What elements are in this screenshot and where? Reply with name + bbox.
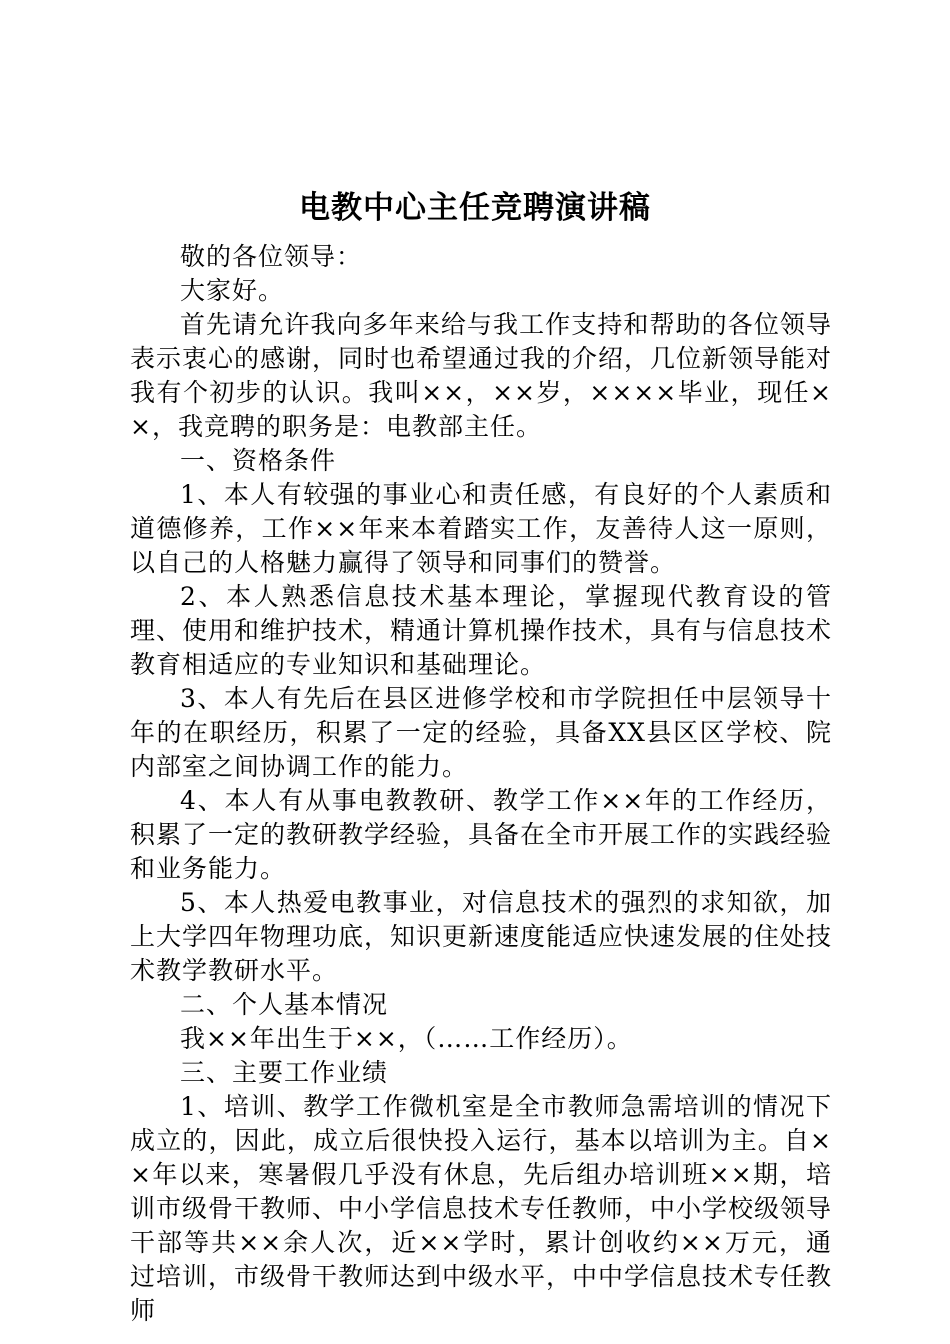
intro-paragraph: 首先请允许我向多年来给与我工作支持和帮助的各位领导表示衷心的感谢，同时也希望通过我的介绍，几位新领导能对我有个初步的认识。我叫××，××岁，××××毕业，现任××，我竞聘的职务是：电教部主任。 — [130, 310, 833, 441]
qualification-item-3: 3、本人有先后在县区进修学校和市学院担任中层领导十年的在职经历，积累了一定的经验，具备XX县区区学校、院内部室之间协调工作的能力。 — [130, 684, 832, 781]
salutation-paragraph: 大家好。 — [180, 276, 285, 305]
section-heading-personal-info: 二、个人基本情况 — [180, 990, 389, 1019]
document-title: 电教中心主任竞聘演讲稿 — [299, 190, 651, 226]
section-heading-achievements: 三、主要工作业绩 — [180, 1058, 389, 1087]
personal-info-paragraph: 我××年出生于××，（……工作经历）。 — [180, 1024, 633, 1053]
document-body — [130, 240, 832, 1328]
achievement-item-1: 1、培训、教学工作微机室是全市教师急需培训的情况下成立的，因此，成立后很快投入运行，基本以培训为主。自××年以来，寒暑假几乎没有休息，先后组办培训班××期，培训市级骨干教师、中小学信息技术专任教师，中小学校级领导干部等共××余人次，近××学时，累计创收约××万元，通过培训，市级骨干教师达到中级水平，中中学信息技术专任教师 — [130, 1092, 833, 1325]
qualification-item-4: 4、本人有从事电教教研、教学工作××年的工作经历，积累了一定的教研教学经验，具备在全市开展工作的实践经验和业务能力。 — [130, 786, 833, 883]
qualification-item-1: 1、本人有较强的事业心和责任感，有良好的个人素质和道德修养，工作××年来本着踏实工作，友善待人这一原则，以自己的人格魅力赢得了领导和同事们的赞誉。 — [130, 480, 832, 577]
greeting-paragraph: 敬的各位领导： — [180, 242, 363, 271]
qualification-item-5: 5、本人热爱电教事业，对信息技术的强烈的求知欲，加上大学四年物理功底，知识更新速度能适应快速发展的住处技术教学教研水平。 — [130, 888, 833, 985]
section-heading-qualifications: 一、资格条件 — [180, 446, 337, 475]
qualification-item-2: 2、本人熟悉信息技术基本理论，掌握现代教育设的管理、使用和维护技术，精通计算机操作技术，具有与信息技术教育相适应的专业知识和基础理论。 — [130, 582, 833, 679]
